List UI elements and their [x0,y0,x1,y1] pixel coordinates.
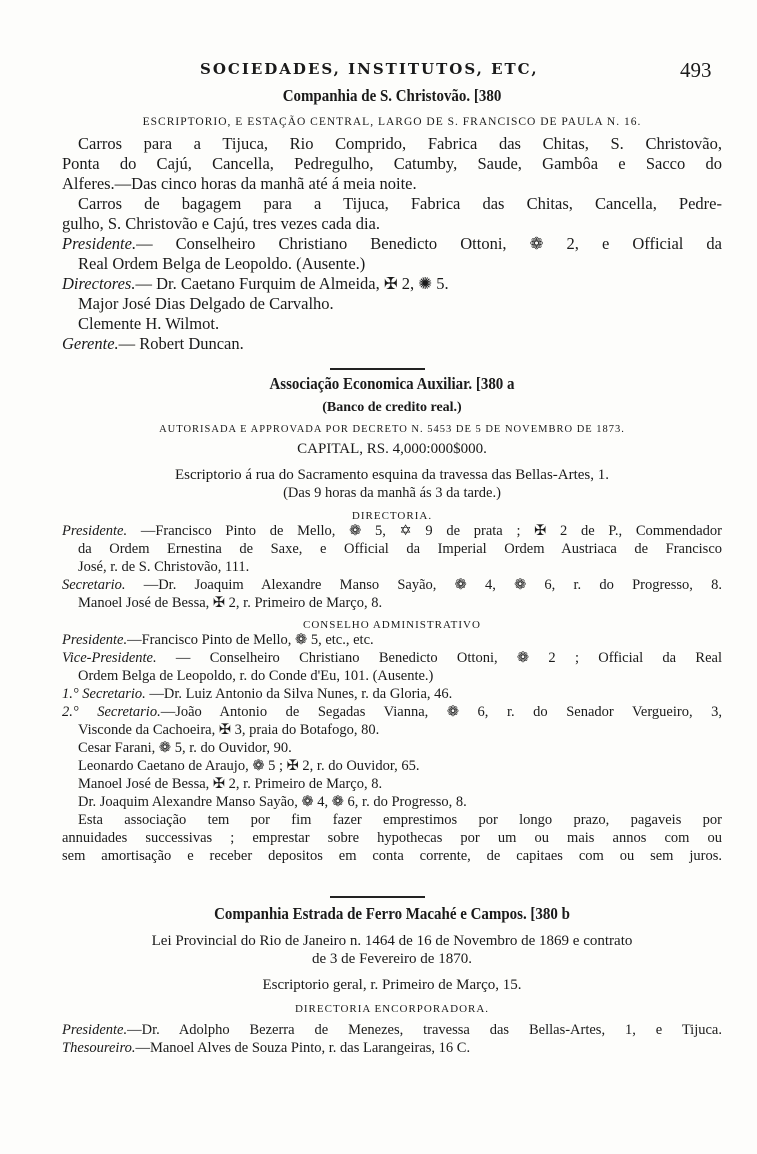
section-divider [330,896,425,898]
text-line [62,757,722,775]
text-line [62,134,722,154]
entry-text: Leonardo Caetano de Araujo, ❁ 5 ; ✠ 2, r. do Ouvidor, 65. [78,758,420,774]
section-title: Companhia de S. Christovão. [380 [282,86,502,105]
text-line [62,174,722,194]
entry-text: —Dr. Luiz Antonio da Silva Nunes, r. da Gloria, 46. [145,686,453,702]
address-line: ESCRIPTORIO, E ESTAÇÃO CENTRAL, LARGO DE S. FRANCISCO DE PAULA N. 16. [142,116,642,128]
running-title: SOCIEDADES, INSTITUTOS, ETC, [200,60,539,78]
entry-text: sem amortisação e receber depositos em conta corrente, de capitaes com ou sem juros. [62,848,722,864]
entry-text: Carros para a Tijuca, Rio Comprido, Fabrica das Chitas, S. Christovão, [78,134,722,153]
entry-label: Presidente. [62,523,128,539]
entry-text: Dr. Joaquim Alexandre Manso Sayão, ❁ 4, ❁ 6, r. do Progresso, 8. [78,794,467,810]
text-line [62,739,722,757]
entry-text: Manoel José de Bessa, ✠ 2, r. Primeiro de Março, 8. [78,595,383,611]
text-line [62,1039,722,1057]
text-line [62,254,722,274]
text-line [62,576,722,594]
entry-label: Thesoureiro. [62,1040,136,1056]
text-line [62,274,722,294]
law-line-cont: de 3 de Fevereiro de 1870. [312,951,472,967]
text-line [62,847,722,865]
entry-text: —Francisco Pinto de Mello, ❁ 5, etc., etc. [127,632,374,648]
section-subtitle: (Banco de credito real.) [322,400,462,415]
text-line [62,649,722,667]
entry-text: Manoel José de Bessa, ✠ 2, r. Primeiro de Março, 8. [78,776,383,792]
entry-text: Alferes.—Das cinco horas da manhã até á meia noite. [62,174,417,193]
page-number: 493 [680,58,712,82]
text-line [62,522,722,540]
entry-text: annuidades successivas ; emprestar sobre hypothecas por um ou mais annos com ou [62,830,722,846]
entry-text: da Ordem Ernestina de Saxe, e Official da Imperial Ordem Austriaca de Francisco [78,541,722,557]
entry-text: Real Ordem Belga de Leopoldo. (Ausente.) [78,254,366,273]
entry-text: Cesar Farani, ❁ 5, r. do Ouvidor, 90. [78,740,292,756]
text-line [62,314,722,334]
entry-label: 1.° Secretario. [62,686,146,702]
entry-text: José, r. de S. Christovão, 111. [78,559,250,575]
text-line [62,667,722,685]
text-line [62,721,722,739]
entry-label: Directores. [62,274,136,293]
entry-label: Secretario. [62,577,126,593]
entry-text: — Conselheiro Christiano Benedicto Ottoni, ❁ 2 ; Official da Real [156,650,722,666]
entry-text: —Francisco Pinto de Mello, ❁ 5, ✡ 9 de prata ; ✠ 2 de P., Commendador [127,523,722,539]
entry-text: Carros de bagagem para a Tijuca, Fabrica das Chitas, Cancella, Pedre- [78,194,722,213]
law-line: Lei Provincial do Rio de Janeiro n. 1464 de 16 de Novembro de 1869 e contrato [151,933,633,949]
entry-text: Major José Dias Delgado de Carvalho. [78,294,334,313]
section-divider [330,368,425,370]
entry-label: Presidente. [62,1022,128,1038]
entry-text: Esta associação tem por fim fazer emprestimos por longo prazo, pagaveis por [78,812,722,828]
entry-list [62,522,722,612]
text-line [62,294,722,314]
office-line: Escriptorio á rua do Sacramento esquina da travessa das Bellas-Artes, 1. [174,467,610,483]
group-heading-conselho: CONSELHO ADMINISTRATIVO [303,619,481,631]
text-line [62,154,722,174]
decree-line: AUTORISADA E APPROVADA POR DECRETO N. 5453 DE 5 DE NOVEMBRO DE 1873. [159,424,625,435]
section-associacao-economica [62,374,722,865]
text-line [62,334,722,354]
text-line [62,194,722,214]
entry-label: Presidente. [62,632,128,648]
text-line [62,594,722,612]
entry-label: 2.° Secretario. [62,704,161,720]
text-line [62,234,722,254]
section-title: Companhia Estrada de Ferro Macahé e Campos. [380 b [214,904,570,923]
entry-text: gulho, S. Christovão e Cajú, tres vezes cada dia. [62,214,381,233]
entry-label: Presidente. [62,234,137,253]
office-line: Escriptorio geral, r. Primeiro de Março, 15. [262,977,522,993]
entry-label: Vice-Presidente. [62,650,157,666]
entry-text: —Manoel Alves de Souza Pinto, r. das Larangeiras, 16 C. [135,1040,471,1056]
entry-text: — Robert Duncan. [118,334,244,353]
entry-text: Ponta do Cajú, Cancella, Pedregulho, Catumby, Saude, Gambôa e Sacco do [62,154,722,173]
text-line [62,703,722,721]
text-line [62,829,722,847]
entry-text: — Dr. Caetano Furquim de Almeida, ✠ 2, ✺ 5. [135,274,449,293]
text-line [62,214,722,234]
entry-text: Visconde da Cachoeira, ✠ 3, praia do Botafogo, 80. [78,722,380,738]
entry-list [62,134,722,354]
entry-text: Clemente H. Wilmot. [78,314,220,333]
entry-text: Ordem Belga de Leopoldo, r. do Conde d'Eu, 101. (Ausente.) [78,668,434,684]
entry-text: —Dr. Joaquim Alexandre Manso Sayão, ❁ 4, ❁ 6, r. do Progresso, 8. [125,577,722,593]
text-line [62,540,722,558]
group-heading-directoria: DIRECTORIA. [351,510,433,522]
entry-label: Gerente. [62,334,119,353]
text-line [62,558,722,576]
group-heading-directoria: DIRECTORIA ENCORPORADORA. [294,1003,490,1015]
section-companhia-s-christovao [62,86,722,354]
entry-text: — Conselheiro Christiano Benedicto Ottoni, ❁ 2, e Official da [136,234,722,253]
hours-line: (Das 9 horas da manhã ás 3 da tarde.) [283,485,501,501]
text-line [62,811,722,829]
text-line [62,631,722,649]
section-title: Associação Economica Auxiliar. [380 a [269,374,515,393]
text-line [62,685,722,703]
text-line [62,1021,722,1039]
text-line [62,793,722,811]
entry-list [62,631,722,865]
text-line [62,775,722,793]
entry-text: —João Antonio de Segadas Vianna, ❁ 6, r. do Senador Vergueiro, 3, [160,704,722,720]
capital-line: CAPITAL, RS. 4,000:000$000. [297,441,487,457]
section-estrada-ferro-macahe [62,904,722,1057]
entry-list [62,1021,722,1057]
entry-text: —Dr. Adolpho Bezerra de Menezes, travessa das Bellas-Artes, 1, e Tijuca. [127,1022,722,1038]
